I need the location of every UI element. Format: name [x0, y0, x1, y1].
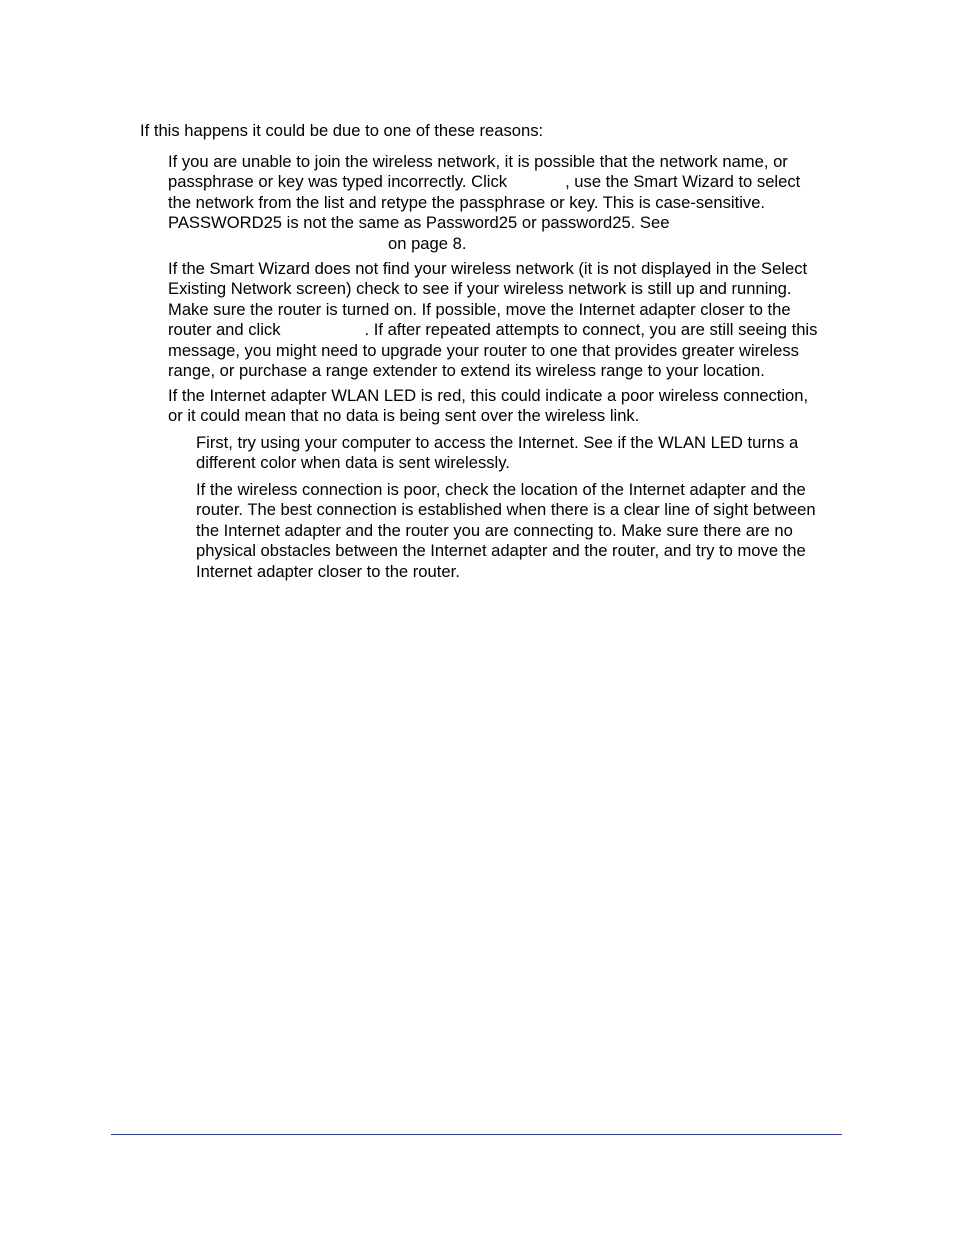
text-line: [168, 320, 817, 340]
text-fragment: on page 8.: [388, 233, 467, 253]
footer-divider: [111, 1134, 842, 1135]
text-line: If the wireless connection is poor, check the location of the Internet adapter and the: [196, 480, 806, 499]
text-line: Make sure the router is turned on. If possible, move the Internet adapter closer to the: [168, 299, 791, 319]
text-line: Existing Network screen) check to see if your wireless network is still up and running.: [168, 279, 792, 299]
text-fragment: router and click: [168, 320, 281, 340]
reason-item-network-not-found: [168, 259, 817, 381]
reason-item-wlan-led-red: [168, 386, 808, 427]
text-fragment: , use the Smart Wizard to select: [565, 172, 801, 192]
intro-text: If this happens it could be due to one of these reasons:: [140, 121, 544, 140]
text-line: message, you might need to upgrade your router to one that provides greater wireless: [168, 340, 799, 360]
text-fragment: . If after repeated attempts to connect, you are still seeing this: [364, 320, 818, 340]
subitem-try-internet: [196, 433, 798, 474]
text-line: physical obstacles between the Internet adapter and the router, and try to move the: [196, 541, 806, 561]
text-line: If the Internet adapter WLAN LED is red, this could indicate a poor wireless connection,: [168, 386, 809, 405]
text-line: PASSWORD25 is not the same as Password25 or password25. See: [168, 213, 670, 233]
text-line: router. The best connection is established when there is a clear line of sight between: [196, 500, 816, 520]
text-line: [168, 234, 800, 254]
text-line: Internet adapter closer to the router.: [196, 561, 460, 581]
reason-item-wrong-passphrase: [168, 152, 800, 254]
subitem-poor-connection: [196, 480, 816, 582]
text-line: [168, 172, 800, 192]
text-line: range, or purchase a range extender to extend its wireless range to your location.: [168, 361, 765, 381]
text-line: the Internet adapter and the router you are connecting to. Make sure there are no: [196, 520, 793, 540]
text-line: If you are unable to join the wireless network, it is possible that the network name, or: [168, 152, 788, 171]
text-fragment: passphrase or key was typed incorrectly. Click: [168, 172, 508, 192]
text-line: the network from the list and retype the passphrase or key. This is case-sensitive.: [168, 192, 766, 212]
text-line: First, try using your computer to access the Internet. See if the WLAN LED turns a: [196, 433, 799, 452]
text-line: or it could mean that no data is being sent over the wireless link.: [168, 406, 640, 426]
text-line: different color when data is sent wirelessly.: [196, 453, 510, 473]
text-line: If the Smart Wizard does not find your wireless network (it is not displayed in the Select: [168, 259, 808, 278]
